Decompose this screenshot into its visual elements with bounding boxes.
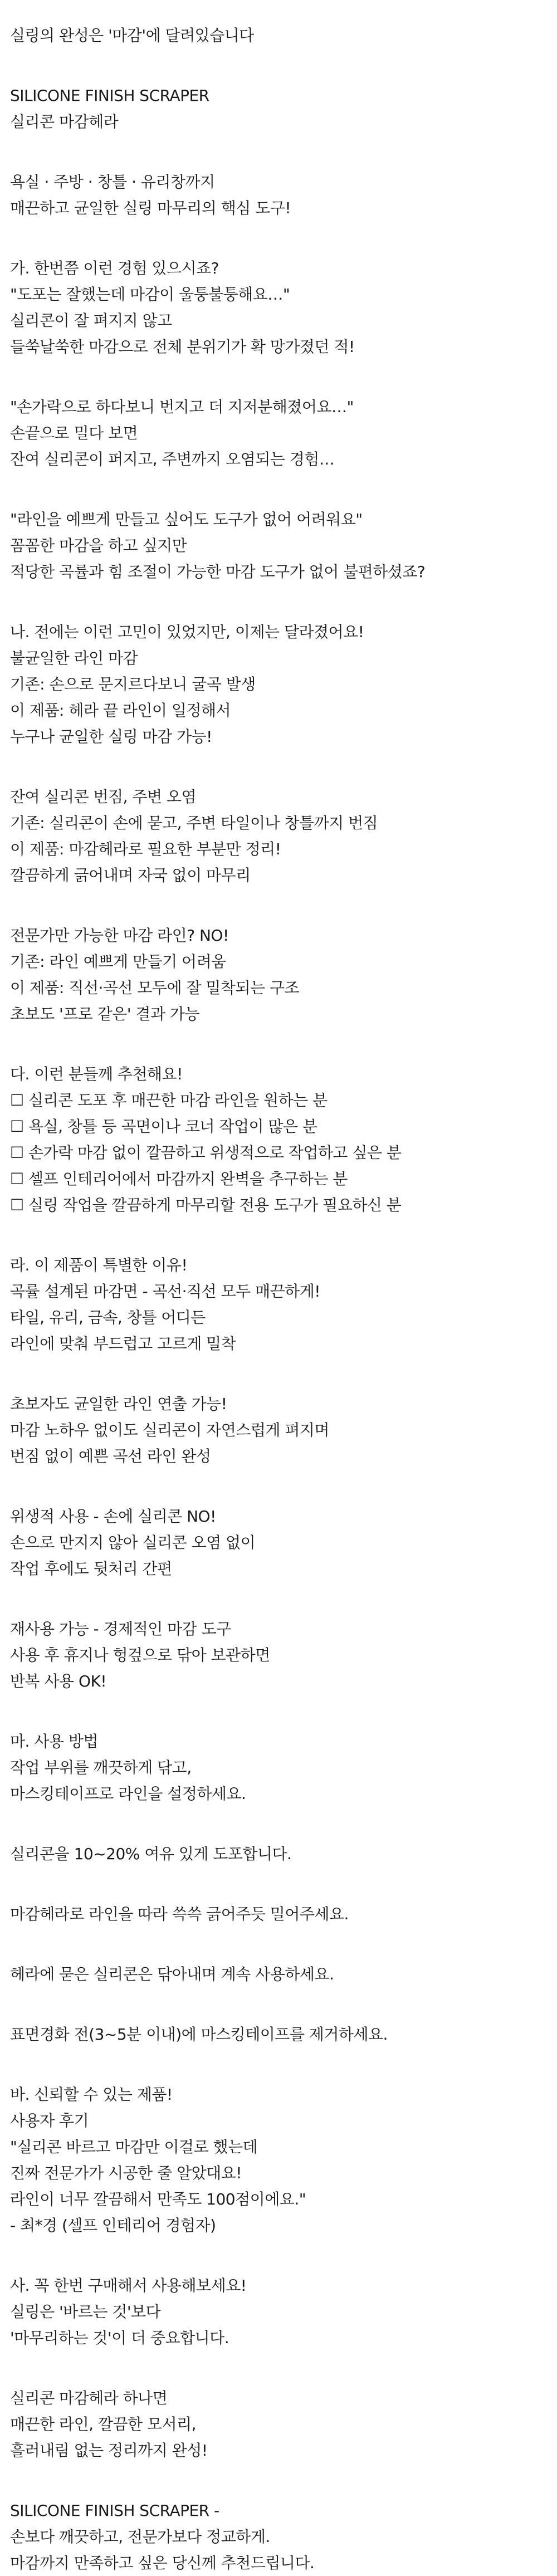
text-line: 매끈하고 균일한 실링 마무리의 핵심 도구! (10, 199, 291, 217)
text-line: 기존: 실리콘이 손에 묻고, 주변 타일이나 창틀까지 번짐 (10, 814, 378, 832)
text-line: 헤라에 묻은 실리콘은 닦아내며 계속 사용하세요. (10, 1965, 334, 1983)
text-block (10, 1901, 557, 1927)
text-line: 마감까지 만족하고 싶은 당신께 추천드립니다. (10, 2554, 315, 2572)
text-line: 실리콘 마감헤라 하나면 (10, 2389, 168, 2407)
text-block (10, 1841, 557, 1867)
text-line: SILICONE FINISH SCRAPER (10, 86, 209, 105)
text-line: 표면경화 전(3~5분 이내)에 마스킹테이프를 제거하세요. (10, 2025, 388, 2044)
text-line: 라인에 맞춰 부드럽고 고르게 밀착 (10, 1335, 236, 1353)
text-line: 기존: 라인 예쁘게 만들기 어려움 (10, 952, 226, 971)
text-line: 사용 후 휴지나 헝겊으로 닦아 보관하면 (10, 1646, 270, 1664)
text-line: ☐ 욕실, 창틀 등 곡면이나 코너 작업이 많은 분 (10, 1117, 317, 1136)
text-line: 다. 이런 분들께 추천해요! (10, 1065, 183, 1083)
text-line: "손가락으로 하다보니 번지고 더 지저분해졌어요…" (10, 398, 354, 416)
text-line: 잔여 실리콘 번짐, 주변 오염 (10, 788, 197, 806)
text-line: 들쑥날쑥한 마감으로 전체 분위기가 확 망가졌던 적! (10, 338, 355, 356)
text-block (10, 82, 557, 135)
text-line: '마무리하는 것'이 더 중요합니다. (10, 2329, 229, 2347)
text-line: 사. 꼭 한번 구매해서 사용해보세요! (10, 2276, 247, 2295)
text-block (10, 1252, 557, 1357)
text-line: 흘러내림 없는 정리까지 완성! (10, 2441, 208, 2460)
text-line: ☐ 손가락 마감 없이 깔끔하고 위생적으로 작업하고 싶은 분 (10, 1143, 402, 1162)
text-line: "실리콘 바르고 마감만 이걸로 했는데 (10, 2138, 258, 2156)
text-line: 기존: 손으로 문지르다보니 굴곡 발생 (10, 675, 256, 693)
text-line: 이 제품: 직선·곡선 모두에 잘 밀착되는 구조 (10, 979, 300, 997)
text-line: ☐ 실리콘 도포 후 매끈한 마감 라인을 원하는 분 (10, 1091, 328, 1109)
text-line: 작업 부위를 깨끗하게 닦고, (10, 1758, 192, 1777)
text-block (10, 2497, 557, 2576)
text-line: 손으로 만지지 않아 실리콘 오염 없이 (10, 1533, 256, 1552)
text-line: 이 제품: 마감헤라로 필요한 부분만 정리! (10, 840, 281, 858)
text-block (10, 2385, 557, 2463)
text-line: 마. 사용 방법 (10, 1732, 98, 1751)
text-block (10, 1728, 557, 1807)
text-line: 나. 전에는 이런 고민이 있었지만, 이제는 달라졌어요! (10, 623, 364, 641)
text-line: - 최*경 (셀프 인테리어 경험자) (10, 2216, 216, 2235)
text-line: 사용자 후기 (10, 2111, 89, 2130)
text-line: 실리콘 마감헤라 (10, 113, 119, 131)
text-block (10, 1061, 557, 1218)
text-line: 손끝으로 밀다 보면 (10, 424, 138, 442)
text-line: 실리콘이 잘 펴지지 않고 (10, 311, 172, 330)
text-line: 누구나 균일한 실링 마감 가능! (10, 727, 212, 746)
text-line: ☐ 실링 작업을 깔끔하게 마무리할 전용 도구가 필요하신 분 (10, 1196, 402, 1214)
text-line: 실링의 완성은 '마감'에 달려있습니다 (10, 26, 254, 45)
text-line: 가. 한번쯤 이런 경험 있으시죠? (10, 259, 219, 277)
text-line: 손보다 깨끗하고, 전문가보다 정교하게. (10, 2528, 270, 2546)
text-block (10, 22, 557, 48)
text-line: "도포는 잘했는데 마감이 울퉁불퉁해요…" (10, 285, 290, 304)
text-line: 마감 노하우 없이도 실리콘이 자연스럽게 펴지며 (10, 1421, 329, 1439)
text-line: 적당한 곡률과 힘 조절이 가능한 마감 도구가 없어 불편하셨죠? (10, 563, 426, 581)
text-block (10, 1391, 557, 1469)
text-line: 실리콘을 10~20% 여유 있게 도포합니다. (10, 1845, 292, 1863)
text-line: 라. 이 제품이 특별한 이유! (10, 1256, 188, 1274)
text-block (10, 619, 557, 750)
text-line: 실링은 '바르는 것'보다 (10, 2303, 161, 2321)
description-content (10, 22, 557, 2576)
text-line: 마감헤라로 라인을 따라 쓱쓱 긁어주듯 밀어주세요. (10, 1905, 349, 1923)
text-line: 잔여 실리콘이 퍼지고, 주변까지 오염되는 경험… (10, 450, 335, 468)
text-line: 작업 후에도 뒷처리 간편 (10, 1560, 172, 1578)
text-block (10, 255, 557, 360)
text-block (10, 1503, 557, 1582)
text-block (10, 169, 557, 221)
text-line: 위생적 사용 - 손에 실리콘 NO! (10, 1507, 216, 1526)
text-line: 이 제품: 헤라 끝 라인이 일정해서 (10, 701, 231, 720)
text-line: 초보자도 균일한 라인 연출 가능! (10, 1395, 227, 1413)
text-line: "라인을 예쁘게 만들고 싶어도 도구가 없어 어려워요" (10, 510, 363, 529)
text-block (10, 1616, 557, 1694)
text-line: 타일, 유리, 금속, 창틀 어디든 (10, 1308, 206, 1327)
text-line: SILICONE FINISH SCRAPER - (10, 2501, 219, 2520)
text-block (10, 2081, 557, 2238)
text-block (10, 784, 557, 888)
text-line: 전문가만 가능한 마감 라인? NO! (10, 926, 229, 945)
text-block (10, 506, 557, 585)
text-block (10, 922, 557, 1027)
text-line: 꼼꼼한 마감을 하고 싶지만 (10, 536, 187, 555)
text-block (10, 2021, 557, 2047)
text-line: 재사용 가능 - 경제적인 마감 도구 (10, 1620, 231, 1638)
text-line: 바. 신뢰할 수 있는 제품! (10, 2085, 173, 2104)
text-line: 불균일한 라인 마감 (10, 649, 138, 667)
text-line: 라인이 너무 깔끔해서 만족도 100점이에요." (10, 2190, 306, 2208)
text-line: 깔끔하게 긁어내며 자국 없이 마무리 (10, 866, 251, 884)
text-block (10, 394, 557, 472)
text-block (10, 2272, 557, 2351)
text-line: ☐ 셀프 인테리어에서 마감까지 완벽을 추구하는 분 (10, 1170, 348, 1188)
text-line: 곡률 설계된 마감면 - 곡선·직선 모두 매끈하게! (10, 1282, 320, 1301)
text-line: 반복 사용 OK! (10, 1672, 107, 1690)
text-block (10, 1961, 557, 1987)
text-line: 진짜 전문가가 시공한 줄 알았대요! (10, 2164, 242, 2182)
text-line: 욕실 · 주방 · 창틀 · 유리창까지 (10, 173, 215, 191)
text-line: 초보도 '프로 같은' 결과 가능 (10, 1005, 200, 1023)
text-line: 매끈한 라인, 깔끔한 모서리, (10, 2415, 197, 2433)
text-line: 마스킹테이프로 라인을 설정하세요. (10, 1785, 246, 1803)
text-line: 번짐 없이 예쁜 곡선 라인 완성 (10, 1447, 211, 1465)
